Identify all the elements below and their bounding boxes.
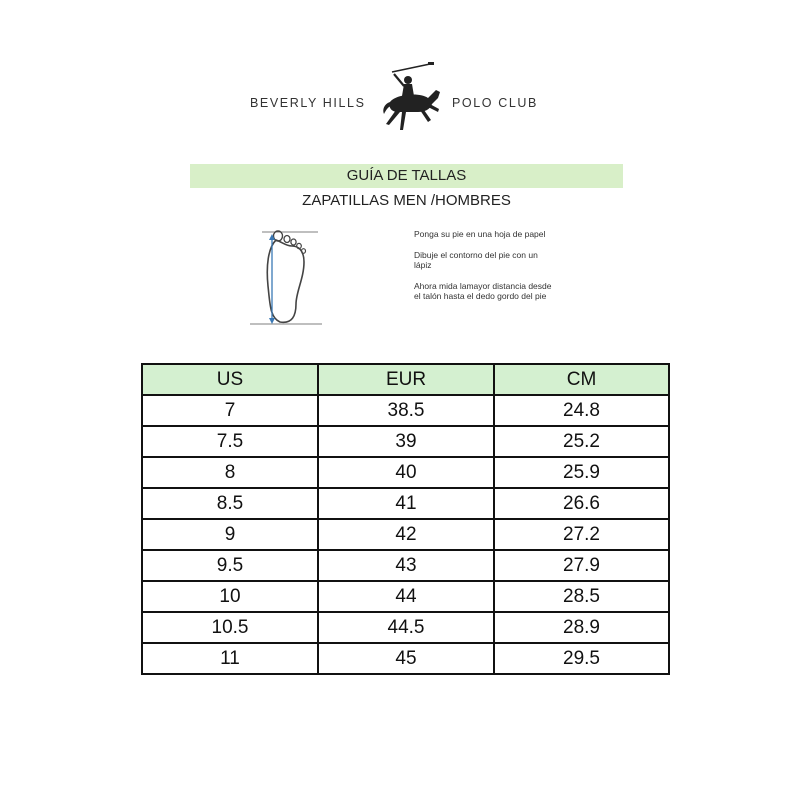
- cell-cm: 28.9: [494, 612, 669, 643]
- cell-eur: 39: [318, 426, 494, 457]
- table-header-row: [142, 364, 669, 395]
- cell-cm: 26.6: [494, 488, 669, 519]
- cell-eur: 44: [318, 581, 494, 612]
- size-guide-title: GUÍA DE TALLAS: [190, 164, 623, 188]
- table-row: [142, 395, 669, 426]
- table-row: [142, 550, 669, 581]
- brand-name-left: BEVERLY HILLS: [250, 96, 366, 110]
- table-row: [142, 643, 669, 674]
- cell-eur: 40: [318, 457, 494, 488]
- size-guide-subtitle: ZAPATILLAS MEN /HOMBRES: [302, 192, 511, 209]
- foot-measure-icon: [248, 226, 324, 330]
- cell-cm: 27.2: [494, 519, 669, 550]
- cell-us: 11: [142, 643, 318, 674]
- cell-cm: 28.5: [494, 581, 669, 612]
- cell-us: 10: [142, 581, 318, 612]
- cell-cm: 25.9: [494, 457, 669, 488]
- cell-cm: 25.2: [494, 426, 669, 457]
- cell-us: 7: [142, 395, 318, 426]
- cell-eur: 38.5: [318, 395, 494, 426]
- instruction-step-1: Ponga su pie en una hoja de papel: [414, 229, 546, 239]
- table-row: [142, 488, 669, 519]
- cell-eur: 44.5: [318, 612, 494, 643]
- instruction-step-3: Ahora mida lamayor distancia desde el talón hasta el dedo gordo del pie: [414, 280, 552, 301]
- instruction-step-2: Dibuje el contorno del pie con un lápiz: [414, 249, 538, 270]
- cell-cm: 29.5: [494, 643, 669, 674]
- size-table: [141, 363, 670, 675]
- header-us: US: [142, 364, 318, 395]
- cell-eur: 43: [318, 550, 494, 581]
- header-eur: EUR: [318, 364, 494, 395]
- table-row: [142, 612, 669, 643]
- cell-us: 9: [142, 519, 318, 550]
- brand-header: [0, 62, 800, 137]
- cell-cm: 27.9: [494, 550, 669, 581]
- cell-eur: 45: [318, 643, 494, 674]
- cell-cm: 24.8: [494, 395, 669, 426]
- cell-us: 7.5: [142, 426, 318, 457]
- brand-name-right: POLO CLUB: [452, 96, 538, 110]
- cell-us: 9.5: [142, 550, 318, 581]
- table-row: [142, 581, 669, 612]
- cell-eur: 41: [318, 488, 494, 519]
- table-row: [142, 457, 669, 488]
- polo-player-icon: [380, 62, 444, 134]
- header-cm: CM: [494, 364, 669, 395]
- table-row: [142, 519, 669, 550]
- cell-us: 8: [142, 457, 318, 488]
- cell-eur: 42: [318, 519, 494, 550]
- table-row: [142, 426, 669, 457]
- cell-us: 8.5: [142, 488, 318, 519]
- cell-us: 10.5: [142, 612, 318, 643]
- measure-instructions: [414, 229, 554, 312]
